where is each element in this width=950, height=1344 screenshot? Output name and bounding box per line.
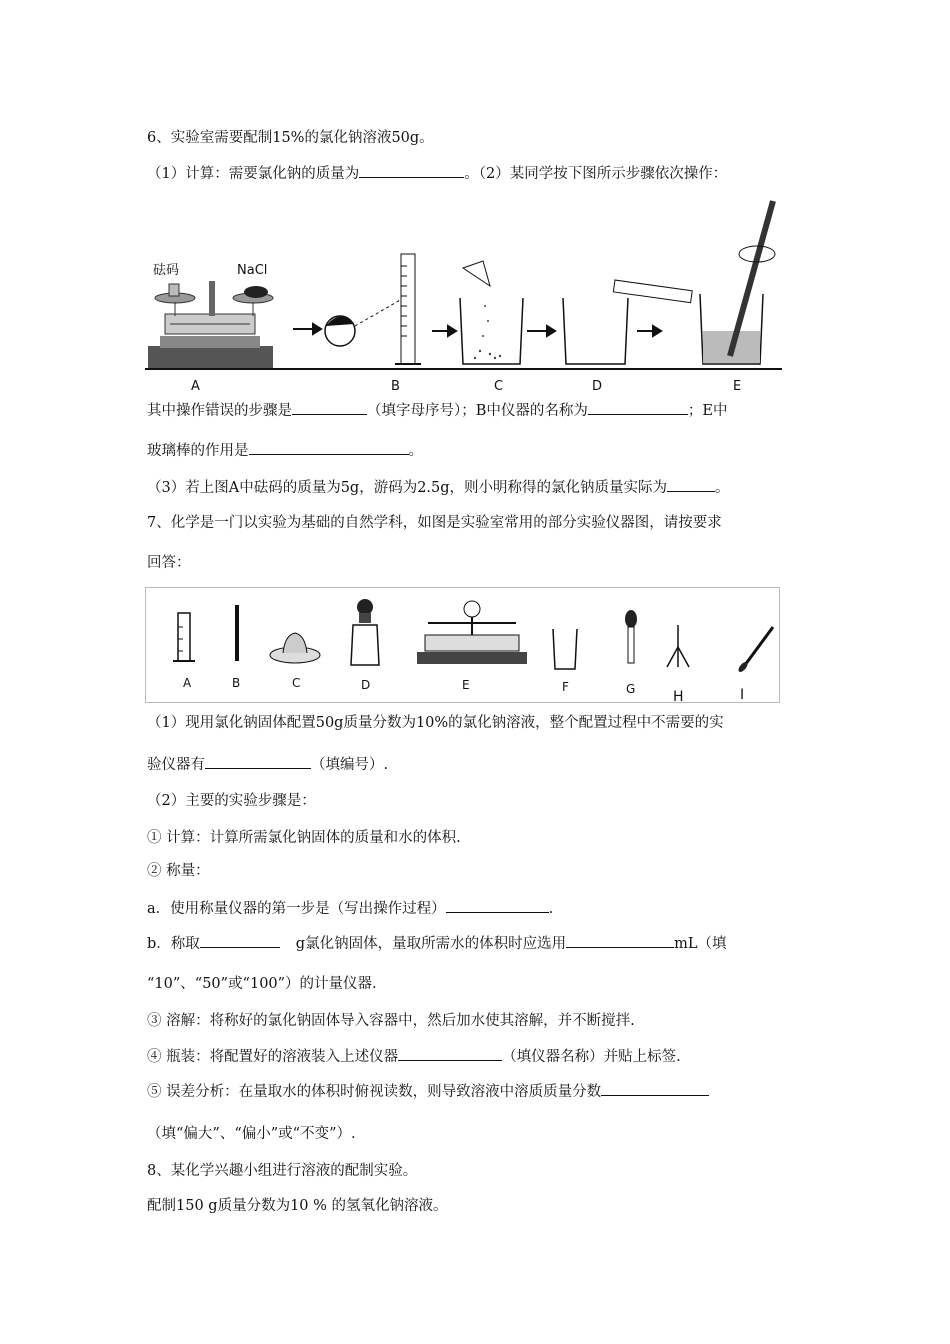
q7-s1: ① 计算：计算所需氯化钠固体的质量和水的体积. xyxy=(147,830,461,846)
q6-l2b: （填字母序号）；B中仪器的名称为 xyxy=(367,403,588,419)
q6-procedure-figure xyxy=(145,196,785,396)
answer-blank[interactable] xyxy=(667,477,715,492)
q8-title: 8、某化学兴趣小组进行溶液的配制实验。 xyxy=(147,1163,418,1179)
q7-s2: ② 称量： xyxy=(147,863,210,879)
beaker-c xyxy=(460,261,523,364)
instrument-b-rod xyxy=(235,605,239,661)
q7-s2a-line xyxy=(147,898,553,919)
label-h: H xyxy=(673,689,684,705)
q6-line1 xyxy=(147,163,727,184)
label-d: D xyxy=(592,379,603,394)
q6-l1a: （1）计算：需要氯化钠的质量为 xyxy=(147,166,360,182)
answer-blank[interactable] xyxy=(249,440,409,455)
q6-line2 xyxy=(147,400,728,421)
q6-l3a: 玻璃棒的作用是 xyxy=(147,443,249,459)
answer-blank[interactable] xyxy=(398,1046,502,1061)
q6-l4a: （3）若上图A中砝码的质量为5g，游码为2.5g，则小明称得的氯化钠质量实际为 xyxy=(147,480,668,496)
q7-s2b-c: mL（填 xyxy=(674,936,727,952)
q7-s2a-a: a．使用称量仪器的第一步是（写出操作过程） xyxy=(147,901,446,917)
answer-blank[interactable] xyxy=(359,163,464,178)
label-a: A xyxy=(183,676,192,690)
q7-s2b-a: b．称取 xyxy=(147,936,200,952)
label-a: A xyxy=(191,379,200,394)
beaker-d xyxy=(563,280,692,364)
label-e: E xyxy=(733,379,742,394)
label-i: I xyxy=(740,687,745,703)
q6-title: 6、实验室需要配制15%的氯化钠溶液50g。 xyxy=(147,130,434,146)
label-c: C xyxy=(494,379,504,394)
label-nacl: NaCl xyxy=(237,263,268,278)
answer-blank[interactable] xyxy=(292,400,367,415)
observer-head xyxy=(325,296,407,346)
beaker-e xyxy=(700,201,775,364)
answer-blank[interactable] xyxy=(200,933,280,948)
answer-blank[interactable] xyxy=(566,933,674,948)
q7-p2: （2）主要的实验步骤是： xyxy=(147,793,316,809)
label-d: D xyxy=(361,678,371,692)
q7-s4a: ④ 瓶装：将配置好的溶液装入上述仪器 xyxy=(147,1049,399,1065)
q7-s2b-line xyxy=(147,933,726,954)
answer-blank[interactable] xyxy=(446,898,549,913)
label-weight: 砝码 xyxy=(153,263,180,278)
q6-line3 xyxy=(147,440,423,461)
q8-line1: 配制150 g质量分数为10 % 的氢氧化钠溶液。 xyxy=(147,1198,448,1214)
answer-blank[interactable] xyxy=(588,400,688,415)
label-c: C xyxy=(292,676,301,690)
q7-s2b-d: “10”、“50”或“100”）的计量仪器. xyxy=(147,976,377,992)
q7-title2: 回答： xyxy=(147,555,191,571)
q7-instruments-figure xyxy=(145,587,780,707)
q7-s4b: （填仪器名称）并贴上标签. xyxy=(502,1049,681,1065)
answer-blank[interactable] xyxy=(205,754,311,769)
q7-p1c: （填编号）. xyxy=(311,757,389,773)
label-b: B xyxy=(391,379,400,394)
cylinder-b xyxy=(395,254,421,364)
q6-l2a: 其中操作错误的步骤是 xyxy=(147,403,292,419)
q7-p1b-line xyxy=(147,754,388,775)
label-f: F xyxy=(562,680,569,694)
q7-s4-line xyxy=(147,1046,681,1067)
q6-l1b: 。（2）某同学按下图所示步骤依次操作： xyxy=(464,166,728,182)
q7-s5a: ⑤ 误差分析：在量取水的体积时俯视读数，则导致溶液中溶质质量分数 xyxy=(147,1084,602,1100)
answer-blank[interactable] xyxy=(601,1081,709,1096)
q7-s2b-b: g氯化钠固体，量取所需水的体积时应选用 xyxy=(295,936,567,952)
label-g: G xyxy=(626,682,636,696)
q6-l2c: ；E中 xyxy=(687,403,728,419)
label-e: E xyxy=(462,678,470,692)
label-b: B xyxy=(232,676,241,690)
q7-s3: ③ 溶解：将称好的氯化钠固体导入容器中，然后加水使其溶解，并不断搅拌. xyxy=(147,1013,635,1029)
balance-a xyxy=(148,262,273,368)
q7-s5b: （填“偏大”、“偏小”或“不变”）. xyxy=(147,1126,356,1142)
q7-s2a-b: . xyxy=(548,901,554,917)
q6-line4 xyxy=(147,477,730,498)
q6-l3b: 。 xyxy=(408,443,423,459)
q6-l4b: 。 xyxy=(715,480,730,496)
instrument-f-beaker xyxy=(553,629,577,669)
q7-title: 7、化学是一门以实验为基础的自然学科，如图是实验室常用的部分实验仪器图，请按要求 xyxy=(147,515,722,531)
q7-p1b: 验仪器有 xyxy=(147,757,205,773)
q7-p1a: （1）现用氯化钠固体配置50g质量分数为10%的氯化钠溶液，整个配置过程中不需要的实 xyxy=(147,715,724,731)
q7-s5-line xyxy=(147,1081,709,1102)
